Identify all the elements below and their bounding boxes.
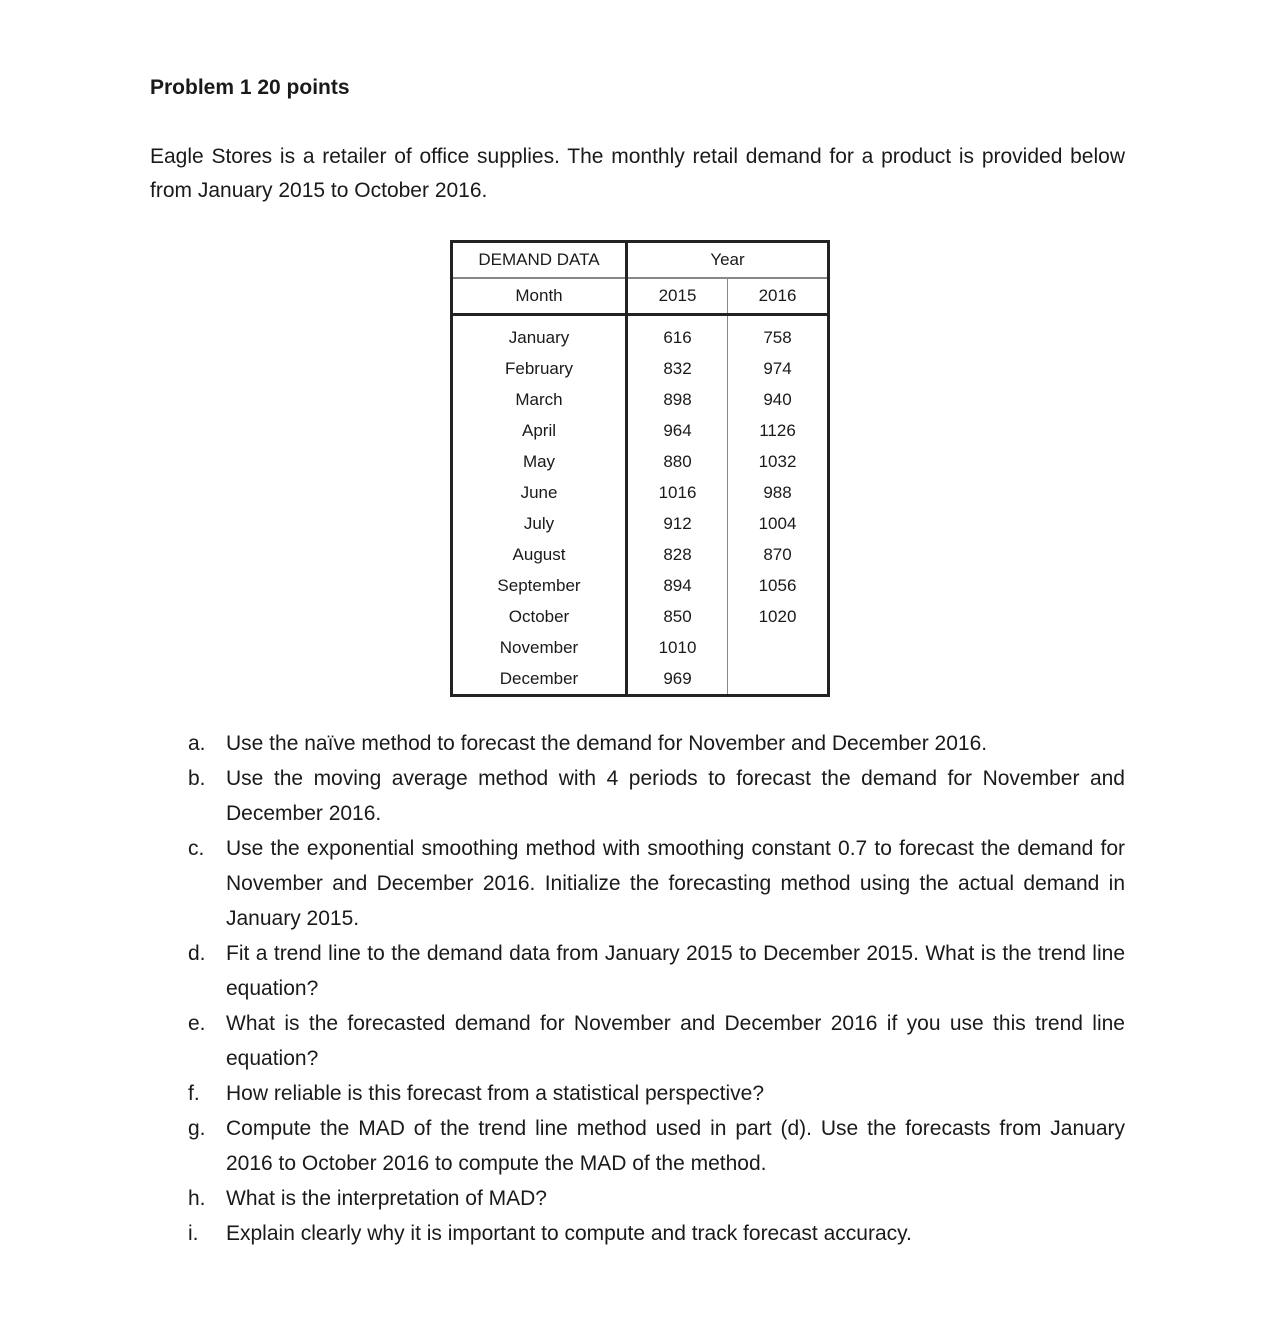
value-2015-cell: 898 [627,384,728,415]
question-text: Explain clearly why it is important to compute and track forecast accuracy. [226,1222,912,1245]
month-cell: December [452,663,627,696]
month-cell: April [452,415,627,446]
value-2016-cell: 974 [763,358,792,378]
question-item [188,936,1125,1006]
value-2015-cell: 880 [627,446,728,477]
question-letter: c. [188,837,205,860]
question-text: Use the exponential smoothing method with smoothing constant 0.7 to forecast the demand for November and December 2016. Initialize the forecasting method using the actual demand in January 2015. [226,837,1125,930]
question-list [188,726,1125,1251]
month-cell: September [452,570,627,601]
question-letter: f. [188,1082,200,1105]
question-item [188,831,1125,936]
value-2015-cell: 832 [627,353,728,384]
question-text: What is the forecasted demand for November and December 2016 if you use this trend line equation? [226,1012,1125,1070]
month-cell: January [452,315,627,354]
problem-title: Problem 1 20 points [150,76,350,99]
value-2016-cell: 940 [763,389,792,409]
value-2015-cell: 850 [627,601,728,632]
value-2015-cell: 969 [627,663,728,696]
value-2016-cell: 870 [763,544,792,564]
question-letter: i. [188,1222,199,1245]
table-header-label: DEMAND DATA [452,242,627,279]
table-row [452,601,829,632]
value-2016-cell [728,632,829,663]
value-2015-cell: 894 [627,570,728,601]
table-row [452,539,829,570]
question-item [188,1076,1125,1111]
value-2016-cell: 1004 [758,513,797,533]
question-letter: e. [188,1012,206,1035]
question-text: What is the interpretation of MAD? [226,1187,547,1210]
table-row [452,446,829,477]
month-cell: July [452,508,627,539]
table-row [452,415,829,446]
question-letter: g. [188,1117,206,1140]
value-2015-cell: 828 [627,539,728,570]
question-text: Compute the MAD of the trend line method used in part (d). Use the forecasts from January 2016 to October 2016 to compute the MAD of the method. [226,1117,1125,1175]
table-row [452,477,829,508]
value-2016-cell: 1056 [758,575,797,595]
question-item [188,761,1125,831]
column-header-2015: 2015 [627,278,728,315]
column-header-2016: 2016 [728,278,829,315]
month-cell: May [452,446,627,477]
value-2015-cell: 616 [627,315,728,354]
question-text: How reliable is this forecast from a statistical perspective? [226,1082,765,1105]
question-text: Fit a trend line to the demand data from January 2015 to December 2015. What is the trend line equation? [226,942,1125,1000]
month-cell: June [452,477,627,508]
value-2016-cell: 988 [763,482,792,502]
month-cell: October [452,601,627,632]
table-row [452,384,829,415]
table-row [452,353,829,384]
value-2015-cell: 1016 [627,477,728,508]
question-item [188,1006,1125,1076]
value-2015-cell: 964 [627,415,728,446]
value-2016-cell: 1032 [758,451,797,471]
table-row [452,508,829,539]
table-header-year: Year [627,242,829,279]
table-row [452,315,829,354]
month-cell: November [452,632,627,663]
question-text: Use the naïve method to forecast the demand for November and December 2016. [226,732,988,755]
question-letter: d. [188,942,206,965]
column-header-month: Month [452,278,627,315]
question-letter: b. [188,767,206,790]
value-2016-cell [728,663,829,696]
month-cell: February [452,353,627,384]
month-cell: August [452,539,627,570]
question-letter: h. [188,1187,206,1210]
value-2015-cell: 912 [627,508,728,539]
value-2016-cell: 758 [763,327,792,347]
question-item [188,1111,1125,1181]
table-row [452,632,829,663]
question-item [188,1216,1125,1251]
value-2016-cell: 1020 [758,606,797,626]
intro-paragraph: Eagle Stores is a retailer of office supplies. The monthly retail demand for a product is provided below from January 2015 to October 2016. [150,145,1125,202]
question-item [188,1181,1125,1216]
value-2015-cell: 1010 [627,632,728,663]
table-row [452,570,829,601]
question-text: Use the moving average method with 4 periods to forecast the demand for November and December 2016. [226,767,1125,825]
month-cell: March [452,384,627,415]
question-item [188,726,1125,761]
value-2016-cell: 1126 [759,420,796,440]
demand-data-table [450,240,830,697]
question-letter: a. [188,732,206,755]
table-row [452,663,829,696]
